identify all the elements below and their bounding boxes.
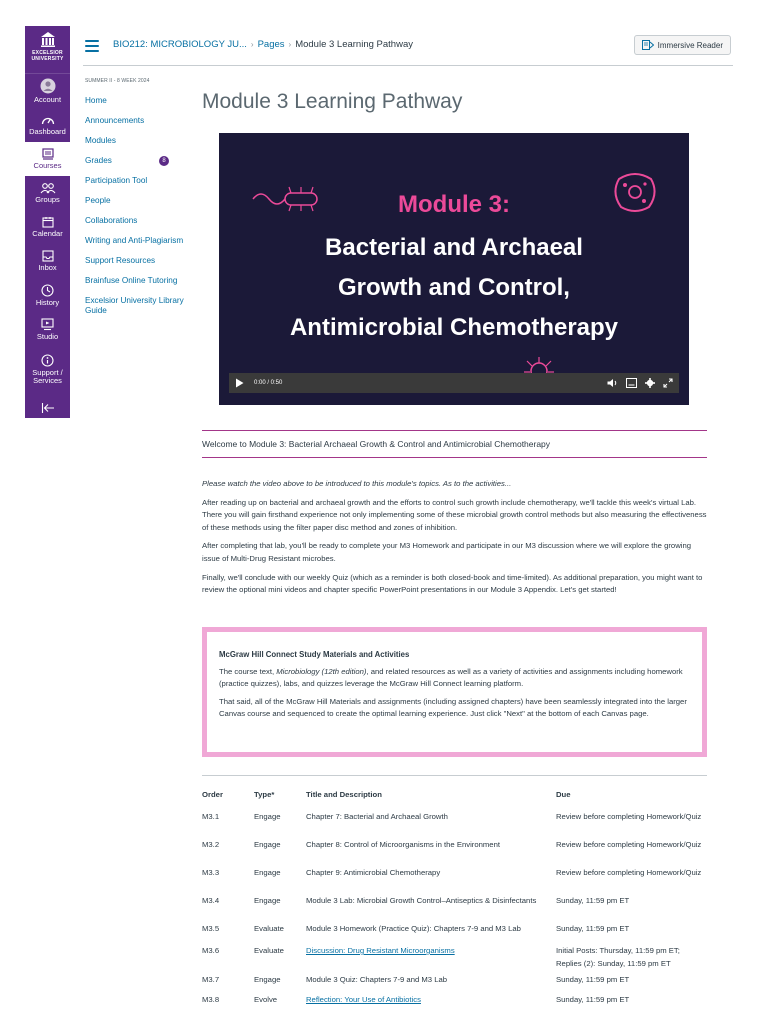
nav-history[interactable] [25, 278, 70, 312]
row-title: Module 3 Lab: Microbial Growth Control–Antiseptics & Disinfectants [306, 896, 537, 905]
nav-dashboard[interactable] [25, 108, 70, 142]
table-row [202, 863, 707, 891]
col-due-header: Due [556, 790, 571, 799]
callout-p1-start: The course text, [219, 666, 277, 676]
row-due: Review before completing Homework/Quiz [556, 840, 702, 849]
global-navigation [25, 26, 70, 418]
nav-support-label: Support / Services [32, 367, 63, 385]
course-nav-modules[interactable]: Modules [85, 136, 116, 145]
logo-line-2: UNIVERSITY [31, 56, 64, 62]
course-nav-support[interactable]: Support Resources [85, 256, 156, 265]
fullscreen-icon[interactable] [663, 378, 673, 388]
row-type: Evaluate [254, 924, 284, 933]
table-row [202, 941, 707, 970]
pathway-table [202, 775, 707, 1008]
inbox-icon [42, 250, 54, 262]
callout-heading: McGraw Hill Connect Study Materials and Activities [219, 650, 410, 659]
row-type: Engage [254, 868, 281, 877]
row-due: Sunday, 11:59 pm ET [556, 924, 630, 933]
row-order: M3.2 [202, 840, 220, 849]
row-due: Initial Posts: Thursday, 11:59 pm ET; Replies (2): Sunday, 11:59 pm ET [556, 946, 680, 968]
breadcrumb-pages[interactable]: Pages [257, 39, 285, 50]
page-header [83, 30, 733, 66]
groups-icon [40, 182, 56, 194]
intro-text [202, 478, 707, 603]
nav-account[interactable] [25, 74, 70, 108]
course-menu-toggle[interactable] [85, 40, 99, 52]
course-nav-grades-label: Grades [85, 156, 112, 165]
breadcrumb-course[interactable]: BIO212: MICROBIOLOGY JU... [113, 39, 247, 50]
breadcrumb-separator-icon: › [250, 40, 254, 49]
video-title [219, 228, 689, 348]
dashboard-icon [41, 114, 55, 126]
nav-studio-label: Studio [36, 331, 59, 341]
nav-dashboard-label: Dashboard [29, 127, 66, 136]
studio-icon [41, 318, 54, 331]
immersive-reader-icon [642, 40, 654, 50]
nav-courses[interactable] [25, 142, 70, 176]
row-type: Engage [254, 975, 281, 984]
video-title-line-3: Antimicrobial Chemotherapy [289, 314, 619, 341]
course-navigation [85, 78, 185, 326]
collapse-nav-button[interactable] [25, 392, 70, 424]
play-icon[interactable] [235, 378, 244, 388]
table-header-row [202, 776, 707, 807]
course-nav-people[interactable]: People [85, 196, 111, 205]
logo-line-1: EXCELSIOR [32, 50, 63, 56]
volume-icon[interactable] [607, 378, 618, 388]
table-row [202, 990, 707, 1008]
video-title-line-2: Growth and Control, [338, 274, 570, 301]
intro-paragraph-3: After completing that lab, you'll be ready to complete your M3 Homework and participate in our M3 discussion where we will explore the growing issue of Multi-Drug Resistant microbes. [202, 541, 692, 563]
courses-icon [42, 148, 54, 160]
row-due: Sunday, 11:59 pm ET [556, 975, 630, 984]
welcome-heading: Welcome to Module 3: Bacterial Archaeal Growth & Control and Antimicrobial Chemotherapy [202, 430, 707, 458]
nav-courses-label: Courses [33, 161, 62, 170]
table-row [202, 835, 707, 863]
calendar-icon [42, 216, 54, 228]
video-module-label: Module 3: [398, 191, 510, 218]
intro-paragraph-4: Finally, we'll conclude with our weekly Quiz (which as a reminder is both closed-book and time-limited). As additional preparation, you might want to review the optional mini videos and chapter specific PowerPoint presentations in our Module 3 Appendix. Let's get started! [202, 572, 703, 595]
history-icon [41, 284, 54, 297]
page-title: Module 3 Learning Pathway [202, 90, 463, 113]
nav-studio[interactable] [25, 312, 70, 346]
intro-paragraph-1: Please watch the video above to be introduced to this module's topics. As to the activities... [202, 479, 512, 488]
settings-gear-icon[interactable] [645, 378, 655, 388]
row-order: M3.4 [202, 896, 220, 905]
row-type: Engage [254, 840, 281, 849]
captions-icon[interactable] [626, 378, 637, 388]
nav-calendar-label: Calendar [32, 229, 63, 238]
course-nav-participation[interactable]: Participation Tool [85, 176, 148, 185]
nav-account-label: Account [33, 95, 62, 104]
support-icon [41, 354, 54, 367]
row-order: M3.6 [202, 946, 220, 955]
course-nav-home[interactable]: Home [85, 96, 107, 105]
table-row [202, 919, 707, 941]
breadcrumb [113, 39, 413, 50]
course-nav-grades[interactable] [85, 156, 185, 166]
row-title: Chapter 7: Bacterial and Archaeal Growth [306, 812, 448, 821]
row-due: Review before completing Homework/Quiz [556, 868, 702, 877]
callout-book-title: Microbiology (12th edition) [276, 666, 367, 676]
video-time: 0:00 / 0:50 [254, 380, 283, 386]
row-type: Evolve [254, 995, 278, 1004]
course-nav-brainfuse[interactable]: Brainfuse Online Tutoring [85, 276, 178, 285]
col-title-header: Title and Description [306, 790, 382, 799]
video-title-line-1: Bacterial and Archaeal [325, 234, 583, 261]
intro-paragraph-2: After reading up on bacterial and archaeal growth and the efforts to control such growth include chemotherapy, we'll tackle this week's virtual Lab. There you will gain firsthand experience not only implementing some of these microbial growth control methods but also measuring the effectiveness of these methods using the filter paper disc method and zones of inhibition. [202, 497, 707, 532]
row-order: M3.7 [202, 975, 220, 984]
excelsior-logo[interactable] [25, 26, 70, 74]
row-due: Sunday, 11:59 pm ET [556, 896, 630, 905]
callout-p1-end: , and related resources as well as a variety of activities and assignments including homework (practice quizzes), labs, and quizzes leverage the McGraw Hill Connect learning platform. [219, 666, 683, 689]
nav-inbox[interactable] [25, 244, 70, 278]
video-player[interactable] [219, 133, 689, 405]
account-icon [40, 78, 56, 94]
nav-inbox-label: Inbox [38, 263, 57, 272]
row-type: Evaluate [254, 946, 284, 955]
table-row [202, 970, 707, 990]
row-title: Module 3 Homework (Practice Quiz): Chapters 7-9 and M3 Lab [306, 924, 521, 933]
breadcrumb-current: Module 3 Learning Pathway [295, 39, 413, 50]
row-title: Chapter 8: Control of Microorganisms in the Environment [306, 840, 500, 849]
row-title: Module 3 Quiz: Chapters 7-9 and M3 Lab [306, 975, 448, 984]
course-nav-library[interactable]: Excelsior University Library Guide [85, 296, 184, 315]
row-type: Engage [254, 812, 281, 821]
nav-calendar[interactable] [25, 210, 70, 244]
immersive-reader-label: Immersive Reader [657, 40, 723, 50]
nav-support[interactable] [25, 346, 70, 392]
row-order: M3.5 [202, 924, 220, 933]
breadcrumb-separator-icon: › [288, 40, 292, 49]
nav-history-label: History [35, 297, 60, 307]
discussion-link[interactable]: Discussion: Drug Resistant Microorganisms [306, 946, 455, 955]
table-row [202, 807, 707, 835]
term-label: SUMMER II - 8 WEEK 2024 [85, 78, 150, 84]
course-nav-writing[interactable]: Writing and Anti-Plagiarism [85, 236, 184, 245]
grades-count-badge: 8 [159, 156, 169, 166]
nav-groups-label: Groups [35, 195, 60, 204]
reflection-link[interactable]: Reflection: Your Use of Antibiotics [306, 995, 421, 1004]
row-order: M3.3 [202, 868, 220, 877]
row-title: Chapter 9: Antimicrobial Chemotherapy [306, 868, 441, 877]
course-nav-collaborations[interactable]: Collaborations [85, 216, 138, 225]
mcgraw-hill-callout [202, 627, 707, 757]
immersive-reader-button[interactable] [634, 35, 731, 55]
table-row [202, 891, 707, 919]
nav-groups[interactable] [25, 176, 70, 210]
university-crest-icon [39, 30, 57, 48]
video-controls [229, 373, 679, 393]
row-due: Sunday, 11:59 pm ET [556, 995, 630, 1004]
course-nav-announcements[interactable]: Announcements [85, 116, 145, 125]
callout-paragraph-2: That said, all of the McGraw Hill Materials and assignments (including assigned chapters) have been seamlessly integrated into the larger Canvas course and sequenced to create the optimal learning experience. Just click "Next" at the bottom of each Canvas page. [219, 696, 687, 719]
col-order-header: Order [202, 790, 223, 799]
page-content [202, 90, 708, 1004]
row-due: Review before completing Homework/Quiz [556, 812, 702, 821]
row-order: M3.8 [202, 995, 220, 1004]
collapse-arrow-icon [41, 403, 55, 413]
row-type: Engage [254, 896, 281, 905]
row-order: M3.1 [202, 812, 220, 821]
col-type-header: Type* [254, 790, 275, 799]
callout-paragraph-1 [219, 666, 690, 691]
